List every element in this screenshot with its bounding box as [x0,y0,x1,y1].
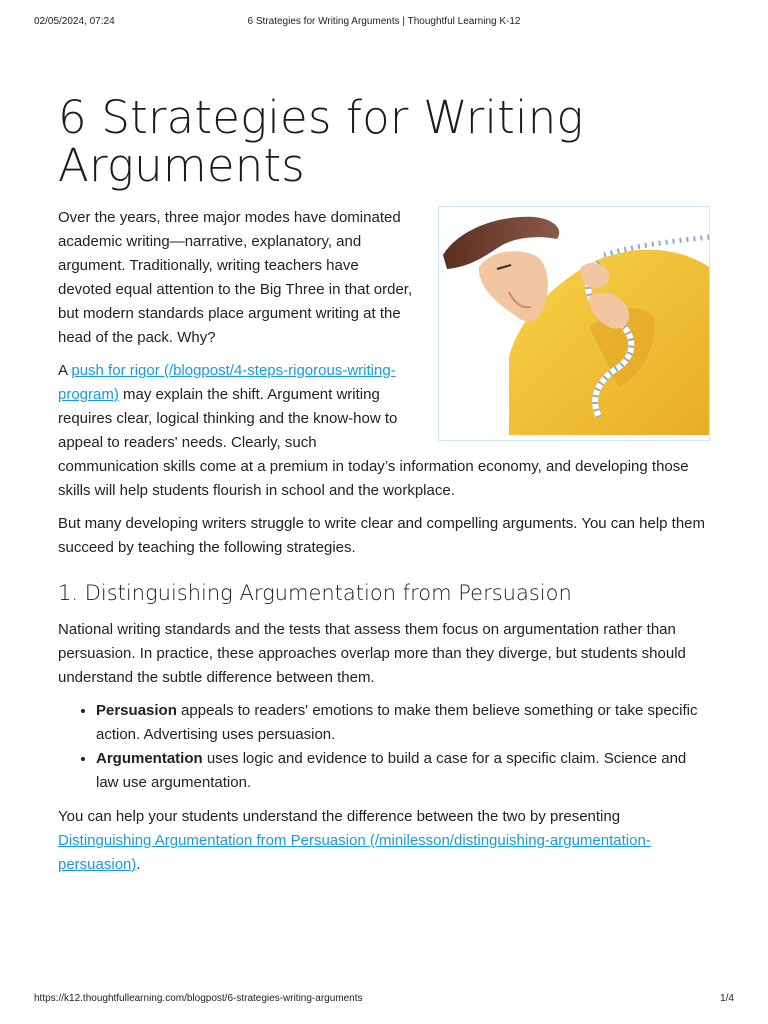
page-number: 1/4 [720,993,734,1004]
definition: appeals to readers' emotions to make them believe something or take specific action. Advertising uses persuasion. [96,702,698,743]
article-illustration [438,206,710,441]
intro-paragraph: Over the years, three major modes have dominated academic writing—narrative, explanatory, and argument. Traditionally, writing teachers have devoted equal attention to the Big Three in that order, but modern standards place argument writing at the head of the pack. Why? [58,209,413,346]
text: may explain the shift. Argument writing requires clear, logical thinking and the know-how to appeal to readers' needs. Clearly, such communication skills come at a premium in today’s information economy, and developing those skills will help students flourish in school and the workplace. [58,386,689,499]
text: . [136,856,141,873]
section1-paragraph: National writing standards and the tests that assess them focus on argumentation rather than persuasion. In practice, these approaches overlap more than they diverge, but students should understand the subtle difference between them. [58,621,686,686]
text: A [58,362,72,379]
print-page-title: 6 Strategies for Writing Arguments | Thoughtful Learning K-12 [247,16,521,27]
list-item [96,747,710,795]
print-footer [34,993,734,1007]
text: You can help your students understand the difference between the two by presenting [58,808,621,825]
definition: uses logic and evidence to build a case for a specific claim. Science and law use argumentation. [96,750,687,791]
face [479,251,548,321]
definition-list [58,699,710,795]
paragraph-strategies: But many developing writers struggle to write clear and compelling arguments. You can help them succeed by teaching the following strategies. [58,515,706,556]
print-url: https://k12.thoughtfullearning.com/blogpost/6-strategies-writing-arguments [34,993,363,1004]
man-pulling-rope-illustration [439,207,709,440]
article [58,91,710,886]
print-header [34,16,734,30]
section1-closing-paragraph [58,805,710,877]
print-datetime: 02/05/2024, 07:24 [34,16,115,27]
term: Persuasion [96,702,177,719]
section-heading-1: 1. Distinguishing Argumentation from Persuasion [58,581,572,605]
minilesson-link[interactable]: Distinguishing Argumentation from Persuasion (/minilesson/distinguishing-argumentation-persuasion) [58,832,651,873]
term: Argumentation [96,750,203,767]
list-item [96,699,710,747]
article-title: 6 Strategies for Writing Arguments [58,91,584,192]
push-for-rigor-link[interactable]: push for rigor (/blogpost/4-steps-rigorous-writing-program) [58,362,396,403]
